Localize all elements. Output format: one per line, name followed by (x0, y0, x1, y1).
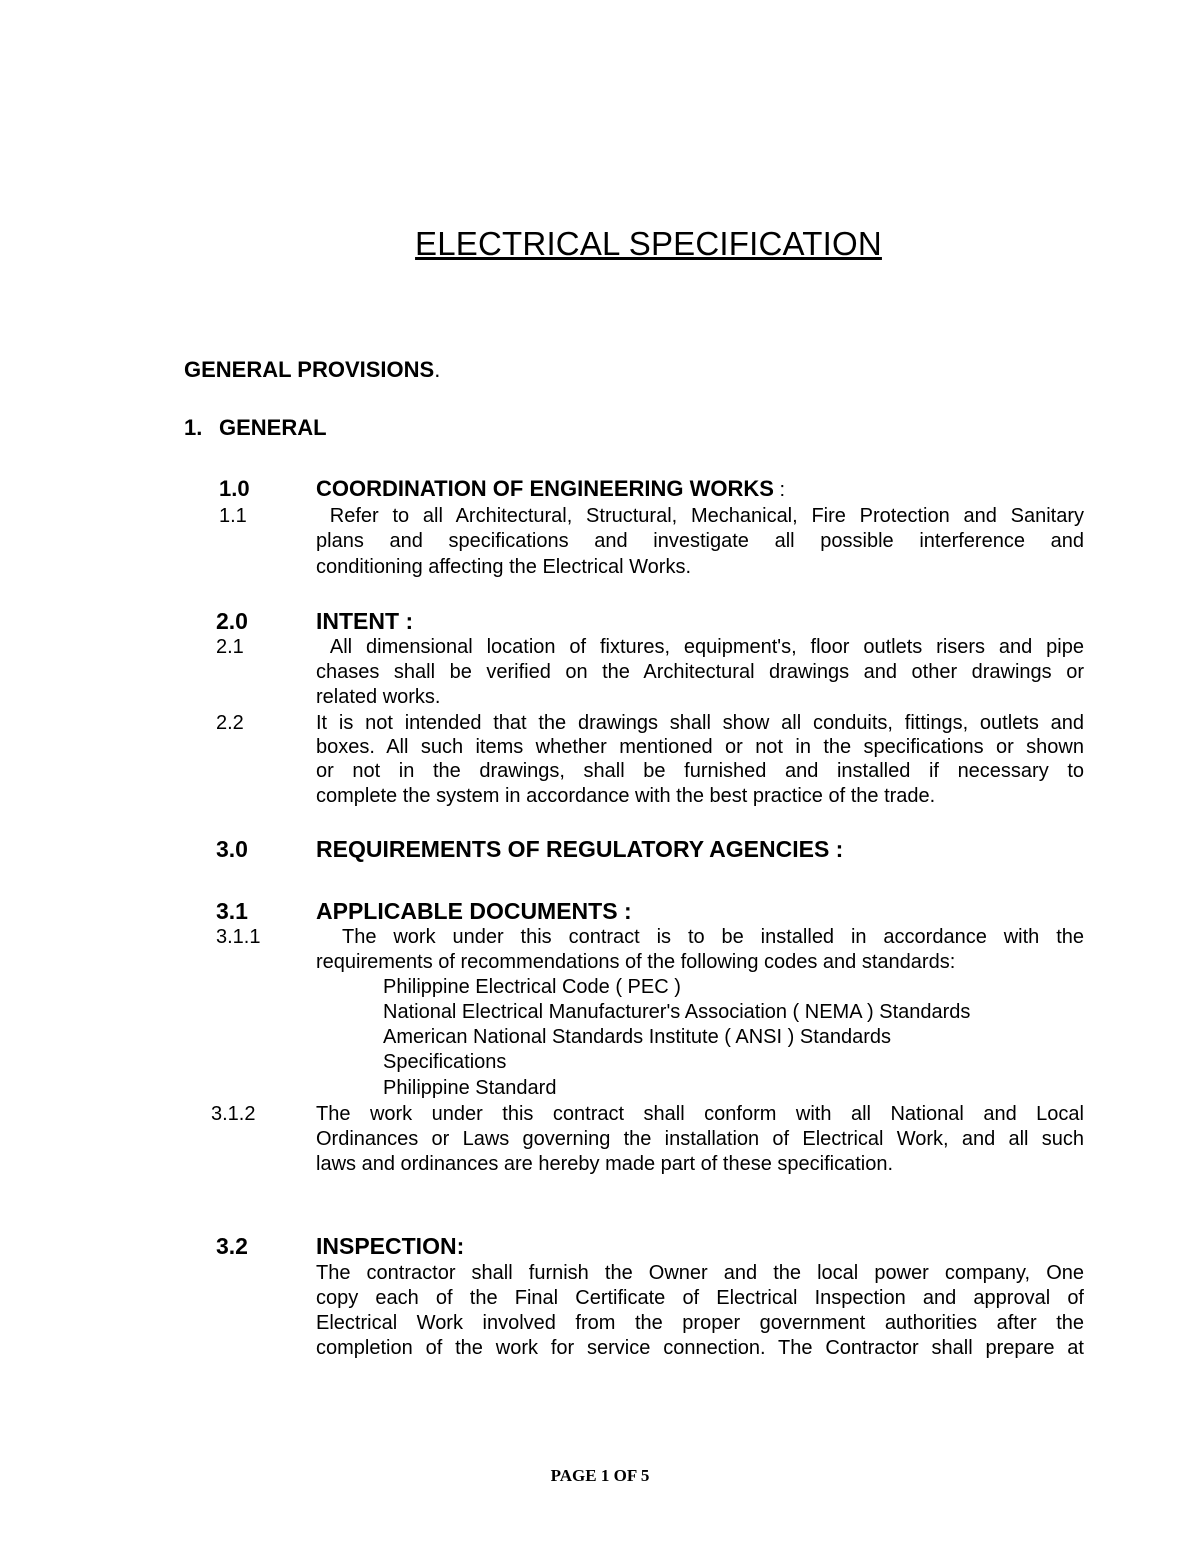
section-3-2-number: 3.2 (216, 1233, 248, 1259)
item-1-1-line-2: plans and specifications and investigate all possible interference and (316, 530, 1084, 552)
section-3-2-line-1: The contractor shall furnish the Owner and the local power company, One (316, 1262, 1084, 1284)
item-2-1-number: 2.1 (216, 636, 244, 658)
item-1-1-line-3: conditioning affecting the Electrical Works. (316, 556, 692, 578)
section-3-2-heading: INSPECTION: (316, 1233, 465, 1259)
item-3-1-2-line-2: Ordinances or Laws governing the installation of Electrical Work, and all such (316, 1128, 1084, 1150)
page-footer: PAGE 1 OF 5 (550, 1466, 650, 1485)
code-list-item: American National Standards Institute ( ANSI ) Standards (383, 1026, 892, 1048)
item-2-2-line-2: boxes. All such items whether mentioned or not in the specifications or shown (316, 736, 1084, 758)
general-provisions-label: GENERAL PROVISIONS (184, 357, 435, 382)
section-3-2-line-3: Electrical Work involved from the proper government authorities after the (316, 1312, 1084, 1334)
item-2-1-line-3: related works. (316, 686, 441, 708)
item-3-1-2-line-1: The work under this contract shall conform with all National and Local (316, 1103, 1084, 1125)
section-3-0-number: 3.0 (216, 836, 248, 862)
item-2-2-number: 2.2 (216, 712, 244, 734)
general-provisions-dot: . (434, 357, 441, 382)
code-list-item: National Electrical Manufacturer's Association ( NEMA ) Standards (383, 1001, 971, 1023)
section-3-1-heading: APPLICABLE DOCUMENTS : (316, 898, 632, 924)
section-2-0-number: 2.0 (216, 608, 248, 634)
item-3-1-1-line-2: requirements of recommendations of the following codes and standards: (316, 951, 956, 973)
section-1-0-heading-text: COORDINATION OF ENGINEERING WORKS (316, 476, 774, 501)
code-list-item: Philippine Electrical Code ( PEC ) (383, 976, 681, 998)
section-3-2-line-2: copy each of the Final Certificate of Electrical Inspection and approval of (316, 1287, 1084, 1309)
general-section-number: 1. (184, 415, 203, 440)
section-1-0-heading-suffix: : (773, 479, 786, 501)
item-2-1-line-1: All dimensional location of fixtures, equipment's, floor outlets risers and pipe (316, 636, 1084, 658)
code-list-item: Specifications (383, 1051, 507, 1073)
general-section-label: GENERAL (219, 415, 327, 440)
item-1-1-line-1: Refer to all Architectural, Structural, Mechanical, Fire Protection and Sanitary (316, 505, 1084, 527)
section-2-0-heading: INTENT : (316, 608, 414, 634)
item-1-1-number: 1.1 (219, 505, 247, 527)
item-2-1-line-2: chases shall be verified on the Architectural drawings and other drawings or (316, 661, 1084, 683)
section-1-0-heading (316, 476, 785, 502)
item-2-2-line-3: or not in the drawings, shall be furnished and installed if necessary to (316, 760, 1084, 782)
item-3-1-1-number: 3.1.1 (216, 926, 261, 948)
section-3-0-heading: REQUIREMENTS OF REGULATORY AGENCIES : (316, 836, 844, 862)
item-3-1-2-line-3: laws and ordinances are hereby made part of these specification. (316, 1153, 894, 1175)
general-provisions-heading (184, 357, 440, 383)
code-list-item: Philippine Standard (383, 1077, 557, 1099)
section-3-1-number: 3.1 (216, 898, 248, 924)
item-2-2-line-1: It is not intended that the drawings shall show all conduits, fittings, outlets and (316, 712, 1084, 734)
item-3-1-1-line-1: The work under this contract is to be installed in accordance with the (342, 926, 1084, 948)
section-1-0-number: 1.0 (219, 476, 250, 501)
document-title: ELECTRICAL SPECIFICATION (415, 225, 882, 262)
item-2-2-line-4: complete the system in accordance with the best practice of the trade. (316, 785, 936, 807)
section-3-2-line-4: completion of the work for service connection. The Contractor shall prepare at (316, 1337, 1084, 1359)
item-3-1-2-number: 3.1.2 (211, 1103, 256, 1125)
